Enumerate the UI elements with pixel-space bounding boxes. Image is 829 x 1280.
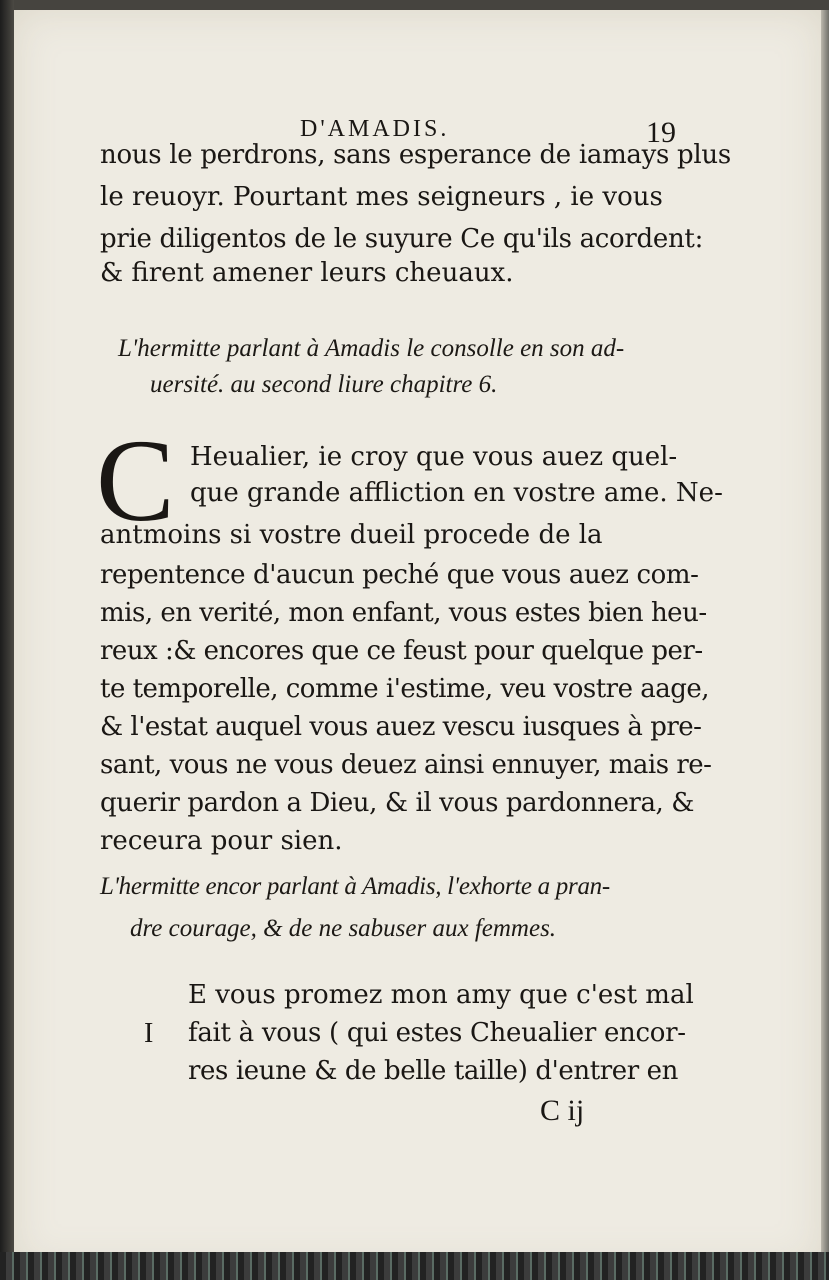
signature-mark: C ij bbox=[540, 1094, 585, 1127]
text-line: repentence d'aucun peché que vous auez com- bbox=[100, 560, 699, 590]
chapter-heading: uersité. au second liure chapitre 6. bbox=[150, 371, 498, 398]
text-line: Heualier, ie croy que vous auez quel- bbox=[190, 442, 678, 472]
text-line: res ieune & de belle taille) d'entrer en bbox=[188, 1056, 678, 1086]
book-cloth-edge bbox=[0, 1252, 829, 1280]
page-number: 19 bbox=[646, 116, 676, 149]
text-line: fait à vous ( qui estes Cheualier encor- bbox=[188, 1018, 686, 1048]
book-spine bbox=[0, 0, 14, 1280]
text-line: querir pardon a Dieu, & il vous pardonnera, & bbox=[100, 788, 695, 818]
drop-cap-letter: C bbox=[96, 415, 175, 546]
text-line: sant, vous ne vous deuez ainsi ennuyer, mais re- bbox=[100, 750, 712, 780]
text-line: reux :& encores que ce feust pour quelque per- bbox=[100, 636, 703, 666]
text-line: nous le perdrons, sans esperance de iamays plus bbox=[100, 140, 731, 170]
text-line: & l'estat auquel vous auez vescu iusques à pre- bbox=[100, 712, 702, 742]
text-line: E vous promez mon amy que c'est mal bbox=[188, 980, 694, 1010]
text-line: mis, en verité, mon enfant, vous estes bien heu- bbox=[100, 598, 707, 628]
chapter-heading: dre courage, & de ne sabuser aux femmes. bbox=[130, 915, 557, 942]
running-head: D'AMADIS. bbox=[300, 116, 450, 142]
initial-letter: I bbox=[144, 1018, 154, 1049]
text-line: prie diligentos de le suyure Ce qu'ils acordent: bbox=[100, 224, 704, 254]
page-edge bbox=[821, 10, 829, 1268]
text-line: te temporelle, comme i'estime, veu vostre aage, bbox=[100, 674, 710, 704]
text-line: & firent amener leurs cheuaux. bbox=[100, 258, 514, 288]
text-line: que grande affliction en vostre ame. Ne- bbox=[190, 478, 723, 508]
text-line: receura pour sien. bbox=[100, 826, 343, 856]
text-line: antmoins si vostre dueil procede de la bbox=[100, 520, 603, 550]
chapter-heading: L'hermitte encor parlant à Amadis, l'exhorte a pran- bbox=[100, 873, 610, 900]
chapter-heading: L'hermitte parlant à Amadis le consolle en son ad- bbox=[118, 335, 625, 362]
text-line: le reuoyr. Pourtant mes seigneurs , ie vous bbox=[100, 182, 663, 212]
